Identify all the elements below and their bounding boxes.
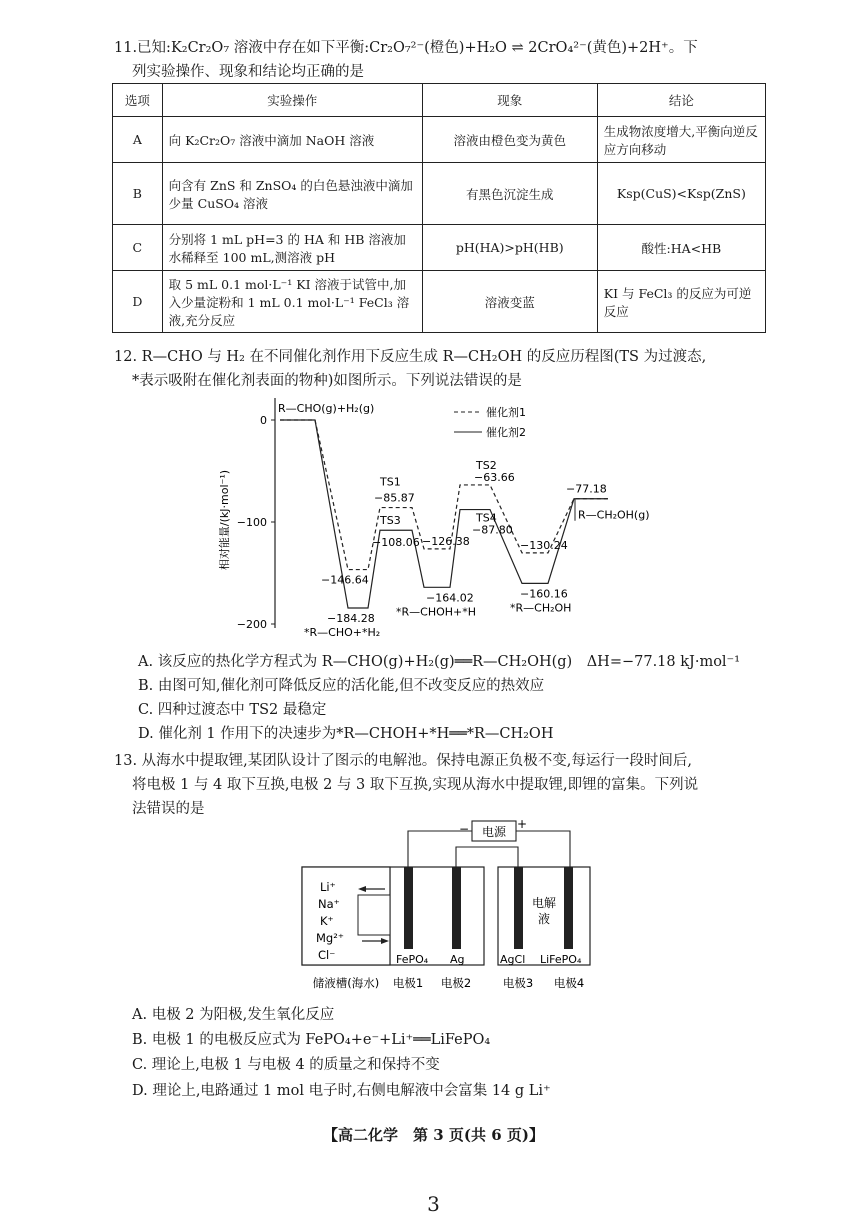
value-label: −63.66: [474, 470, 515, 484]
row-option: B: [113, 163, 163, 225]
value-label: −126.38: [422, 534, 470, 548]
q13-option-b: B. 电极 1 的电极反应式为 FePO₄+e⁻+Li⁺══LiFePO₄: [132, 1032, 491, 1048]
label-ts4: TS4: [476, 511, 497, 525]
row-conclusion: Ksp(CuS)<Ksp(ZnS): [597, 163, 765, 225]
row-phenomenon: pH(HA)>pH(HB): [422, 225, 597, 271]
electrode-4: [564, 867, 573, 949]
wire-negative-to-e1: [408, 831, 472, 867]
q12-option-c: C. 四种过渡态中 TS2 最稳定: [138, 702, 327, 718]
tank-label: 储液槽(海水): [312, 976, 380, 990]
electrode-4-label: 电极4: [553, 976, 585, 990]
electrode-2: [452, 867, 461, 949]
electrode-1-material: FePO₄: [396, 953, 429, 966]
value-label: −77.18: [566, 482, 607, 496]
q12-option-a: A. 该反应的热化学方程式为 R—CHO(g)+H₂(g)══R—CH₂OH(g) ΔH=−77.18 kJ·mol⁻¹: [138, 654, 741, 670]
legend-catalyst1: 催化剂1: [486, 406, 526, 419]
table-row: [113, 163, 766, 225]
electrode-1-label: 电极1: [392, 976, 424, 990]
q11-stem-line2: 列实验操作、现象和结论均正确的是: [132, 64, 364, 80]
value-label: −146.64: [321, 573, 369, 587]
positive-terminal: +: [516, 817, 528, 831]
wire-positive-to-e4: [516, 831, 570, 867]
row-phenomenon: 有黑色沉淀生成: [422, 163, 597, 225]
label-ts2: TS2: [476, 458, 497, 472]
return-pipe: [358, 895, 390, 935]
value-label: −108.06: [372, 536, 420, 550]
species-label: *R—CHOH+*H: [396, 605, 477, 619]
row-phenomenon: 溶液由橙色变为黄色: [422, 117, 597, 163]
electrolyte-label-2: 液: [537, 912, 551, 926]
q13-option-a: A. 电极 2 为阳极,发生氧化反应: [132, 1007, 335, 1023]
electrolysis-cell-diagram: [290, 815, 610, 995]
q13-stem-line3: 法错误的是: [132, 801, 205, 817]
row-phenomenon: 溶液变蓝: [422, 271, 597, 333]
ion-cl: Cl⁻: [318, 948, 336, 962]
value-label: −85.87: [374, 491, 415, 505]
table-row: [113, 225, 766, 271]
q13-stem-line2: 将电极 1 与 4 取下互换,电极 2 与 3 取下互换,实现从海水中提取锂,即锂的富集。下列说: [132, 777, 699, 793]
header-conclusion: 结论: [597, 84, 765, 117]
label-ts1: TS1: [380, 475, 401, 489]
electrode-2-material: Ag: [450, 953, 465, 966]
electrode-3: [514, 867, 523, 949]
table-header-row: [113, 84, 766, 117]
q11-stem-line1: 11.已知:K₂Cr₂O₇ 溶液中存在如下平衡:Cr₂O₇²⁻(橙色)+H₂O ⇌ 2CrO₄²⁻(黄色)+2H⁺。下: [114, 40, 698, 56]
y-tick-label: −100: [236, 516, 267, 529]
row-option: A: [113, 117, 163, 163]
power-supply-label: 电源: [481, 825, 507, 839]
row-operation: 分别将 1 mL pH=3 的 HA 和 HB 溶液加水稀释至 100 mL,测溶液 pH: [162, 225, 422, 271]
page-footer: 【高二化学 第 3 页(共 6 页)】: [323, 1126, 544, 1144]
q13-stem-line1: 13. 从海水中提取锂,某团队设计了图示的电解池。保持电源正负极不变,每运行一段时间后,: [114, 753, 692, 769]
table-row: [113, 117, 766, 163]
table-row: [113, 271, 766, 333]
electrode-3-label: 电极3: [502, 976, 534, 990]
species-label: *R—CHO+*H₂: [304, 625, 381, 639]
y-tick-label: −200: [236, 618, 267, 631]
row-operation: 向含有 ZnS 和 ZnSO₄ 的白色悬浊液中滴加少量 CuSO₄ 溶液: [162, 163, 422, 225]
header-operation: 实验操作: [162, 84, 422, 117]
electrolyte-label-1: 电解: [531, 896, 557, 910]
value-label: −164.02: [426, 591, 474, 605]
value-label: −160.16: [520, 587, 568, 601]
row-conclusion: 生成物浓度增大,平衡向逆反应方向移动: [597, 117, 765, 163]
q13-option-d: D. 理论上,电路通过 1 mol 电子时,右侧电解液中会富集 14 g Li⁺: [132, 1083, 551, 1099]
label-end: R—CH₂OH(g): [578, 508, 650, 522]
electrode-2-label: 电极2: [440, 976, 472, 990]
value-label: −130.24: [520, 538, 568, 552]
row-operation: 取 5 mL 0.1 mol·L⁻¹ KI 溶液于试管中,加入少量淀粉和 1 mL 0.1 mol·L⁻¹ FeCl₃ 溶液,充分反应: [162, 271, 422, 333]
label-layer: [278, 402, 650, 639]
species-label: *R—CH₂OH: [510, 601, 572, 615]
page-number: 3: [427, 1192, 440, 1216]
electrode-3-material: AgCl: [500, 953, 526, 966]
header-phenomenon: 现象: [422, 84, 597, 117]
negative-terminal: −: [458, 822, 470, 836]
ion-li: Li⁺: [320, 880, 336, 894]
legend-catalyst2: 催化剂2: [486, 426, 526, 439]
ion-k: K⁺: [320, 914, 334, 928]
row-option: D: [113, 271, 163, 333]
row-conclusion: KI 与 FeCl₃ 的反应为可逆反应: [597, 271, 765, 333]
q12-stem-line1: 12. R—CHO 与 H₂ 在不同催化剂作用下反应生成 R—CH₂OH 的反应历程图(TS 为过渡态,: [114, 349, 707, 365]
q12-stem-line2: *表示吸附在催化剂表面的物种)如图所示。下列说法错误的是: [132, 373, 522, 389]
row-conclusion: 酸性:HA<HB: [597, 225, 765, 271]
q12-option-b: B. 由图可知,催化剂可降低反应的活化能,但不改变反应的热效应: [138, 678, 545, 694]
q11-table: [112, 83, 766, 333]
y-tick-label: 0: [260, 414, 267, 427]
q13-option-c: C. 理论上,电极 1 与电极 4 的质量之和保持不变: [132, 1057, 440, 1073]
ion-na: Na⁺: [318, 897, 340, 911]
wire-e2-to-e3: [456, 847, 518, 867]
ion-mg: Mg²⁺: [316, 931, 344, 945]
energy-profile-chart: [210, 390, 710, 650]
electrode-4-material: LiFePO₄: [540, 953, 582, 966]
row-operation: 向 K₂Cr₂O₇ 溶液中滴加 NaOH 溶液: [162, 117, 422, 163]
value-label: −87.80: [472, 523, 513, 537]
value-label: −184.28: [327, 611, 375, 625]
q12-option-d: D. 催化剂 1 作用下的决速步为*R—CHOH+*H══*R—CH₂OH: [138, 726, 554, 742]
y-ticks: [237, 414, 275, 631]
row-option: C: [113, 225, 163, 271]
label-start: R—CHO(g)+H₂(g): [278, 402, 375, 415]
header-option: 选项: [113, 84, 163, 117]
electrode-1: [404, 867, 413, 949]
y-axis-label: 相对能量/(kJ·mol⁻¹): [218, 469, 231, 571]
label-ts3: TS3: [380, 514, 401, 528]
